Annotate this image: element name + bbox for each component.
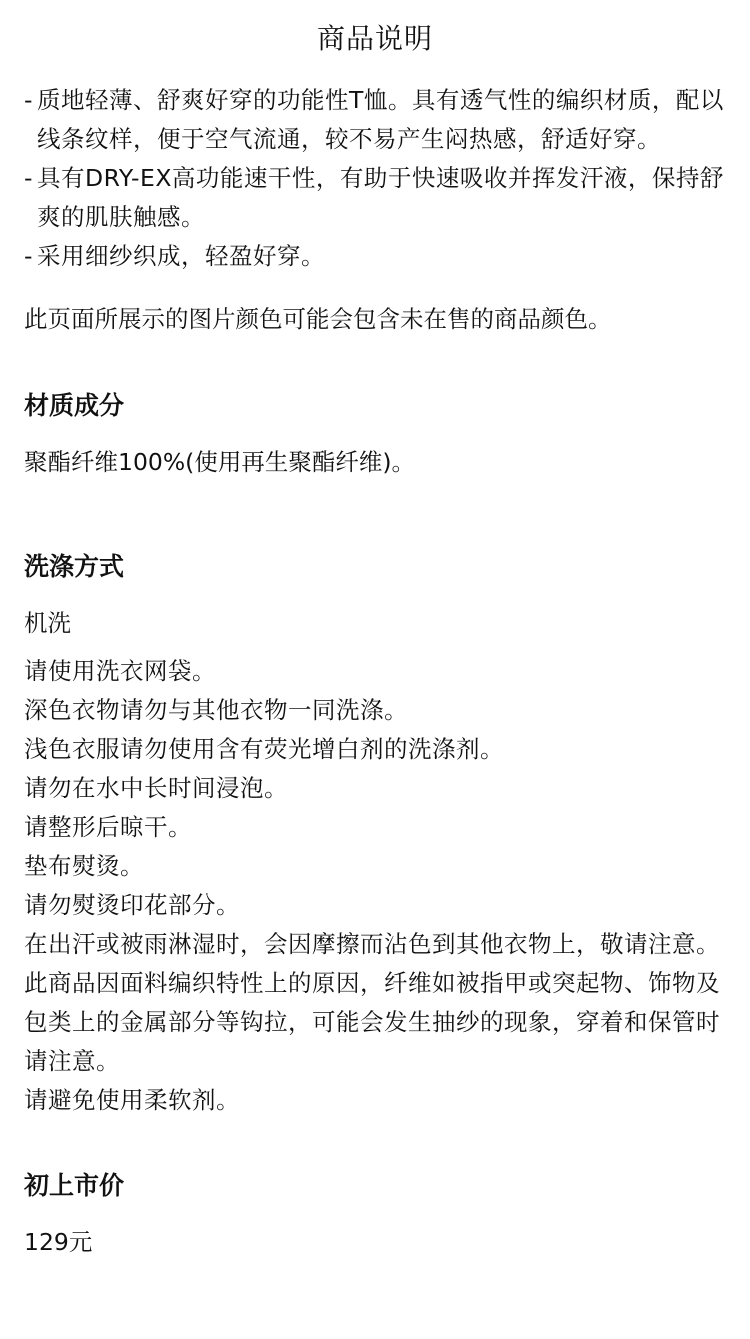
washing-instruction: 请勿在水中长时间浸泡。 (24, 774, 288, 802)
washing-instruction: 请勿熨烫印花部分。 (24, 891, 240, 919)
feature-text: 质地轻薄、舒爽好穿的功能性T恤。具有透气性的编织材质，配以线条纹样，便于空气流通，较不易产生闷热感，舒适好穿。 (37, 86, 724, 153)
price-heading: 初上市价 (24, 1171, 125, 1200)
washing-instruction: 深色衣物请勿与其他衣物一同洗涤。 (24, 696, 408, 724)
washing-heading: 洗涤方式 (24, 552, 125, 581)
feature-item (24, 237, 726, 276)
list-dash: - (24, 86, 33, 114)
washing-instruction: 在出汗或被雨淋湿时，会因摩擦而沾色到其他衣物上，敬请注意。 (24, 930, 720, 958)
washing-method: 机洗 (24, 609, 71, 637)
feature-item (24, 81, 726, 159)
washing-instruction: 垫布熨烫。 (24, 852, 144, 880)
color-note: 此页面所展示的图片颜色可能会包含未在售的商品颜色。 (24, 305, 612, 333)
washing-instruction: 请避免使用柔软剂。 (24, 1086, 240, 1114)
material-text: 聚酯纤维100%(使用再生聚酯纤维)。 (24, 448, 416, 476)
feature-text: 采用细纱织成，轻盈好穿。 (37, 242, 325, 270)
list-dash: - (24, 164, 33, 192)
list-dash: - (24, 242, 33, 270)
feature-text: 具有DRY-EX高功能速干性，有助于快速吸收并挥发汗液，保持舒爽的肌肤触感。 (37, 164, 724, 231)
material-heading: 材质成分 (24, 391, 125, 420)
washing-instruction: 请使用洗衣网袋。 (24, 657, 216, 685)
washing-instruction: 浅色衣服请勿使用含有荧光增白剂的洗涤剂。 (24, 735, 504, 763)
washing-instruction: 请整形后晾干。 (24, 813, 192, 841)
page-title: 商品说明 (316, 22, 433, 55)
feature-item (24, 159, 726, 237)
washing-instructions (24, 652, 726, 1120)
washing-instruction: 此商品因面料编织特性上的原因，纤维如被指甲或突起物、饰物及包类上的金属部分等钩拉，可能会发生抽纱的现象，穿着和保管时请注意。 (24, 969, 720, 1075)
price-value: 129元 (24, 1228, 93, 1256)
feature-list (24, 81, 726, 276)
